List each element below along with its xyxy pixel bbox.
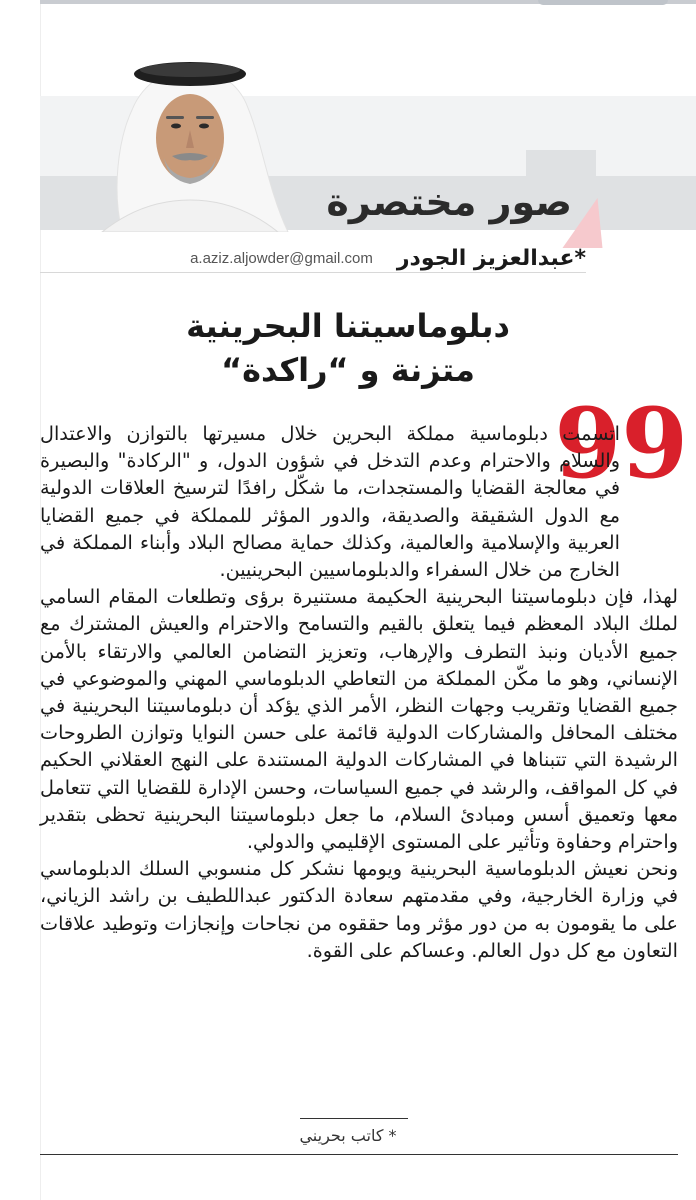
writer-note: * كاتب بحريني bbox=[299, 1126, 397, 1145]
author-name: *عبدالعزيز الجودر bbox=[396, 245, 586, 271]
article-paragraph-2: لهذا، فإن دبلوماسيتنا البحرينية الحكيمة مستنيرة برؤى وتطلعات المقام السامي لملك البلاد المعظم فيما يتعلق بالقيم والتسامح والاحترام والعيش المشترك مع جميع الأديان ونبذ التطرف والإرهاب، وتعزيز التضامن العالمي والارتقاء بالأمن الإنساني، وهو ما مكّن المملكة من التعاطي الدبلوماسي المهني والموضوعي في جميع القضايا وتقريب وجهات النظر، الأمر الذي يؤكد أن دبلوماسيتنا البحرينية في مختلف المحافل والمشاركات الدولية قائمة على حسن النوايا وتوازن الطروحات الرشيدة التي تتبناها في المشاركات الدولية المستندة على النهج العقلاني الحكيم في كل المواقف، والرشد في جميع السياسات، وحسن الإدارة للقضايا التي تتعامل معها وتعميق أسس ومبادئ السلام، ما جعل دبلوماسيتنا البحرينية تحظى بتقدير واحترام وحفاوة وتأثير على المستوى الإقليمي والدولي. bbox=[40, 585, 678, 854]
author-row bbox=[40, 244, 586, 273]
article-paragraph-1: اتسمت دبلوماسية مملكة البحرين خلال مسيرتها بالتوازن والاعتدال والسلام والاحترام وعدم التدخل في شؤون الدول، و "الركادة" والبصيرة في معالجة القضايا والمستجدات، ما شكّل رافدًا لترسيخ العلاقات الدولية مع الدول الشقيقة والصديقة، والدور المؤثر للمملكة في جميع القضايا العربية والإسلامية والعالمية، وكذلك حماية مصالح البلاد وأبناء المملكة في الخارج من خلال السفراء والدبلوماسيين البحرينيين. bbox=[40, 422, 620, 582]
headline-line-2: متزنة و “راكدة“ bbox=[221, 351, 475, 389]
quote-mark-icon: 99 bbox=[554, 387, 688, 500]
column-title: صور مختصرة bbox=[326, 180, 572, 224]
top-decoration bbox=[538, 0, 668, 5]
author-portrait bbox=[82, 50, 292, 232]
author-email: a.aziz.aljowder@gmail.com bbox=[190, 249, 373, 267]
headline-line-1: دبلوماسيتنا البحرينية bbox=[186, 307, 510, 345]
footer-short-rule bbox=[300, 1118, 408, 1119]
header-band-notch bbox=[526, 150, 596, 176]
article-paragraph-3: ونحن نعيش الدبلوماسية البحرينية ويومها نشكر كل منسوبي السلك الدبلوماسي في وزارة الخارجية، وفي مقدمتهم سعادة الدكتور عبداللطيف بن راشد الزياني، على ما يقومون به من دور مؤثر وما حققوه من نجاحات وإنجازات وتوطيد علاقات التعاون مع كل دول العالم. وعساكم على القوة. bbox=[40, 857, 678, 962]
article-headline bbox=[40, 304, 656, 392]
article-body bbox=[40, 420, 678, 964]
footer-rule bbox=[40, 1154, 678, 1155]
